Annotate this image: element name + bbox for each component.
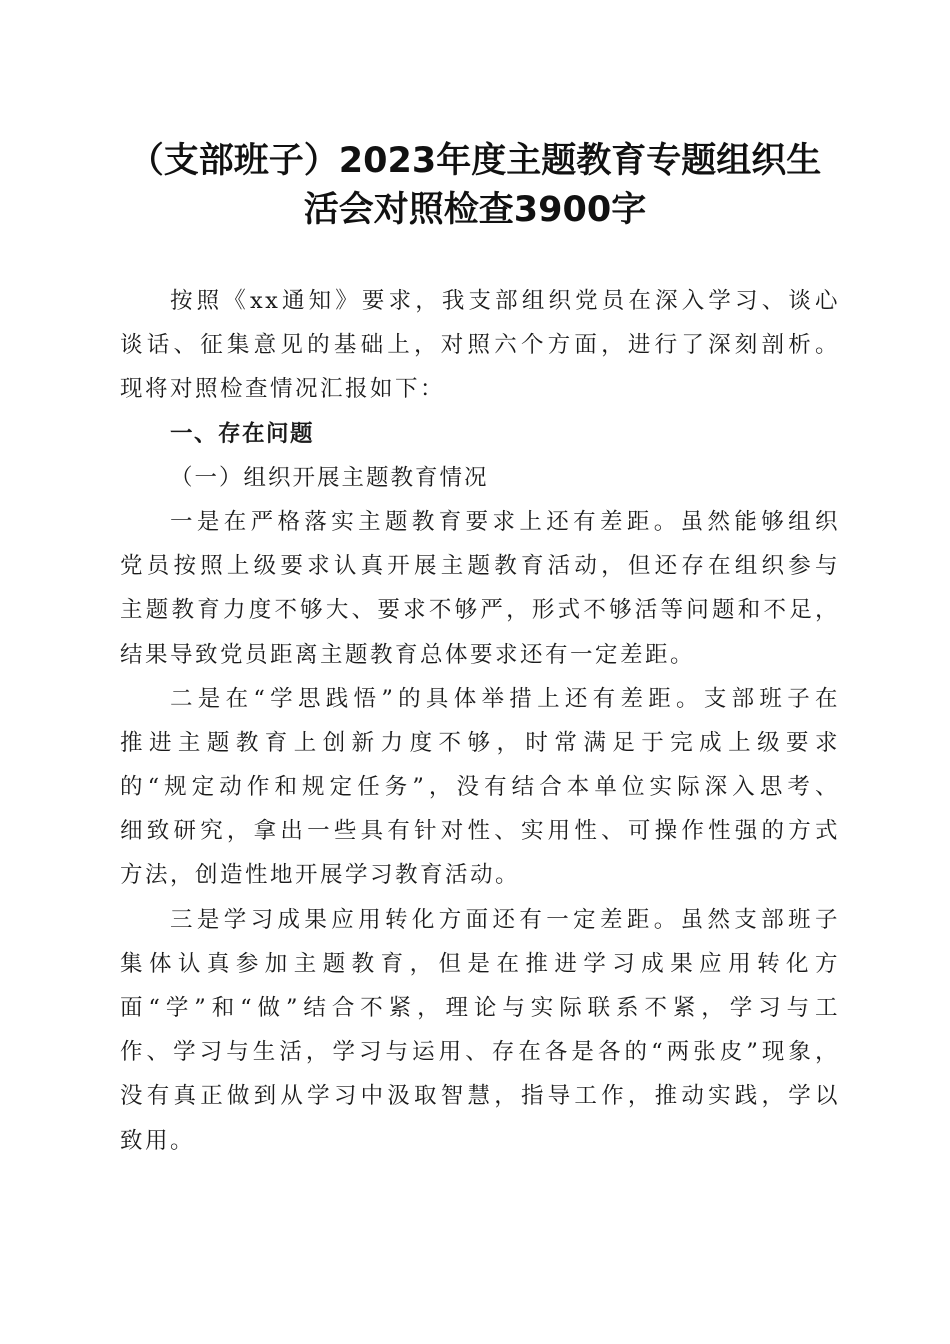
paragraph-line: 面“学”和“做”结合不紧，理论与实际联系不紧，学习与工 <box>120 995 840 1021</box>
paragraph-1 <box>120 500 840 677</box>
paragraph-line: 一是在严格落实主题教育要求上还有差距。虽然能够组织 <box>170 508 840 535</box>
paragraph-line: 谈话、征集意见的基础上，对照六个方面，进行了深刻剖析。 <box>120 332 840 359</box>
paragraph-line: 主题教育力度不够大、要求不够严，形式不够活等问题和不足， <box>120 597 840 624</box>
document-title <box>100 137 850 235</box>
document-body <box>120 279 840 1163</box>
paragraph-line: 党员按照上级要求认真开展主题教育活动，但还存在组织参与 <box>120 553 840 580</box>
paragraph-line: 三是学习成果应用转化方面还有一定差距。虽然支部班子 <box>170 906 840 933</box>
paragraph-line: 现将对照检查情况汇报如下： <box>120 376 446 403</box>
paragraph-line: 二是在“学思践悟”的具体举措上还有差距。支部班子在 <box>170 685 840 712</box>
section-heading: 一、存在问题 <box>170 420 315 447</box>
paragraph-3 <box>120 898 840 1163</box>
paragraph-2 <box>120 677 840 898</box>
subsection-heading: （一）组织开展主题教育情况 <box>170 464 489 491</box>
paragraph-line: 致用。 <box>120 1127 196 1154</box>
paragraph-line: 的“规定动作和规定任务”，没有结合本单位实际深入思考、 <box>120 774 840 801</box>
paragraph-line: 方法，创造性地开展学习教育活动。 <box>120 862 521 889</box>
title-line: 活会对照检查3900字 <box>303 190 647 230</box>
paragraph-line: 集体认真参加主题教育，但是在推进学习成果应用转化方 <box>120 950 840 977</box>
paragraph-line: 细致研究，拿出一些具有针对性、实用性、可操作性强的方式 <box>120 818 840 845</box>
paragraph-line: 推进主题教育上创新力度不够，时常满足于完成上级要求 <box>120 729 840 756</box>
paragraph-line: 按照《xx通知》要求，我支部组织党员在深入学习、谈心 <box>170 288 840 314</box>
title-line: （支部班子）2023年度主题教育专题组织生 <box>128 141 822 181</box>
paragraph-line: 没有真正做到从学习中汲取智慧，指导工作，推动实践，学以 <box>120 1083 840 1110</box>
paragraph-line: 结果导致党员距离主题教育总体要求还有一定差距。 <box>120 641 696 668</box>
intro-paragraph <box>120 279 840 412</box>
paragraph-line: 作、学习与生活，学习与运用、存在各是各的“两张皮”现象， <box>120 1039 840 1066</box>
